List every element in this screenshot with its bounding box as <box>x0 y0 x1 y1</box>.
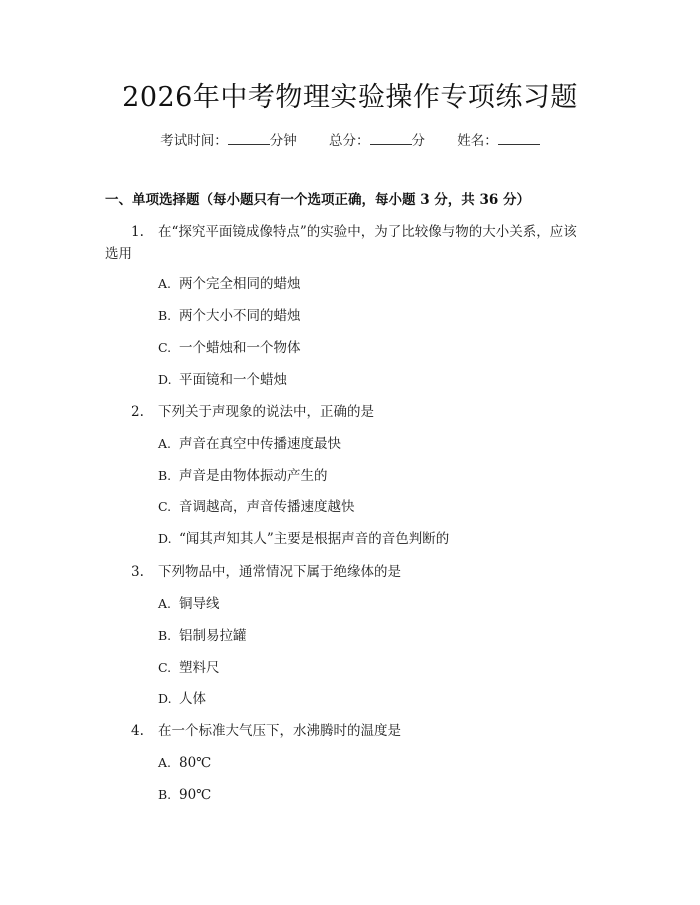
exam-time-label: 考试时间： <box>160 133 228 149</box>
option-letter: D. <box>158 691 172 706</box>
option-letter: A. <box>158 276 172 291</box>
page-title: 2026年中考物理实验操作专项练习题 <box>122 82 578 113</box>
section-heading: 一、单项选择题（每小题只有一个选项正确，每小题 3 分，共 36 分） <box>105 192 530 208</box>
option-text: 人体 <box>179 691 206 707</box>
option-letter: C. <box>158 340 172 355</box>
option-text: 一个蜡烛和一个物体 <box>179 340 301 356</box>
total-score-unit: 分 <box>411 133 425 149</box>
option-letter: B. <box>158 787 172 802</box>
option-letter: A. <box>158 755 172 770</box>
option-letter: C. <box>158 499 172 514</box>
option-letter: C. <box>158 660 172 675</box>
option-text: 平面镜和一个蜡烛 <box>179 372 287 388</box>
student-name-field <box>457 130 540 151</box>
option-text: 铝制易拉罐 <box>179 628 247 644</box>
option-text: 80℃ <box>179 755 212 771</box>
question-text: 下列物品中，通常情况下属于绝缘体的是 <box>158 564 401 580</box>
option-text: 两个完全相同的蜡烛 <box>179 276 301 292</box>
question-text: 下列关于声现象的说法中，正确的是 <box>158 404 374 420</box>
option-text: 塑料尺 <box>179 660 220 676</box>
option-text: 铜导线 <box>179 596 220 612</box>
question-text: 在一个标准大气压下，水沸腾时的温度是 <box>158 723 401 739</box>
exam-time-unit: 分钟 <box>269 133 297 149</box>
option-letter: A. <box>158 596 172 611</box>
question-text-continuation: 选用 <box>105 246 132 262</box>
option-letter: D. <box>158 372 172 387</box>
student-name-blank <box>498 130 540 145</box>
option-text: 音调越高，声音传播速度越快 <box>179 499 355 515</box>
option-text: 声音在真空中传播速度最快 <box>179 436 341 452</box>
option-letter: B. <box>158 468 172 483</box>
question-number: 4. <box>131 723 144 739</box>
exam-time-blank <box>228 130 270 145</box>
option-letter: B. <box>158 308 172 323</box>
total-score-field <box>329 130 425 151</box>
total-score-label: 总分： <box>329 133 370 149</box>
option-text: 90℃ <box>179 787 212 803</box>
exam-info-line <box>0 130 700 151</box>
option-text: 声音是由物体振动产生的 <box>179 468 328 484</box>
student-name-label: 姓名： <box>457 133 498 149</box>
option-letter: B. <box>158 628 172 643</box>
question-text: 在“探究平面镜成像特点”的实验中，为了比较像与物的大小关系，应该 <box>158 224 577 240</box>
question-number: 3. <box>131 564 144 580</box>
option-letter: D. <box>158 531 172 546</box>
option-text: “闻其声知其人”主要是根据声音的音色判断的 <box>179 531 450 547</box>
question-number: 2. <box>131 404 144 420</box>
question-number: 1. <box>131 224 144 240</box>
total-score-blank <box>370 130 412 145</box>
option-text: 两个大小不同的蜡烛 <box>179 308 301 324</box>
exam-time-field <box>160 130 297 151</box>
option-letter: A. <box>158 436 172 451</box>
